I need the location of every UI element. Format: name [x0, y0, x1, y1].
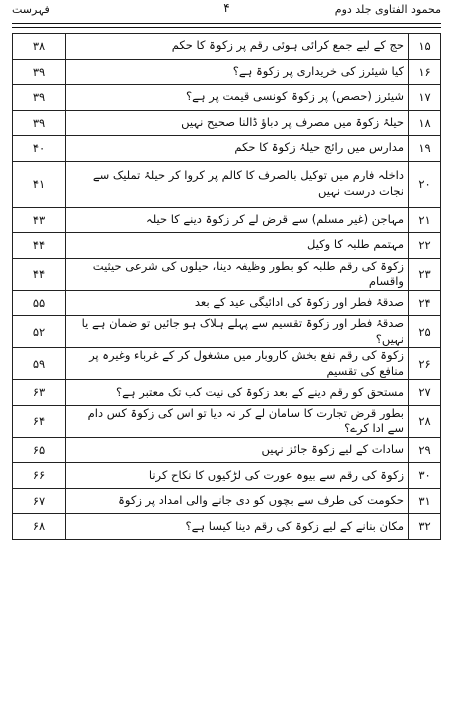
page-ref: ۶۷: [13, 488, 66, 514]
table-row: [13, 233, 441, 259]
table-row: [13, 316, 441, 348]
entry-title: کیا شیئرز کی خریداری پر زکوۃ ہے؟: [66, 59, 409, 85]
page-ref: ۶۸: [13, 514, 66, 540]
page-ref: ۴۰: [13, 136, 66, 162]
page-ref: ۶۳: [13, 380, 66, 406]
entry-number: ۲۵: [409, 316, 441, 348]
entry-number: ۲۰: [409, 161, 441, 207]
page-ref: ۵۲: [13, 316, 66, 348]
page-number: ۴: [223, 1, 230, 15]
entry-number: ۱۶: [409, 59, 441, 85]
entry-number: ۲۴: [409, 290, 441, 316]
table-row: [13, 437, 441, 463]
page-header: [12, 0, 441, 22]
page-ref: ۴۴: [13, 258, 66, 290]
entry-title: حیلۂ زکوۃ میں مصرف پر دباؤ ڈالنا صحیح نہیں: [66, 110, 409, 136]
page-ref: ۵۵: [13, 290, 66, 316]
entry-number: ۱۷: [409, 85, 441, 111]
header-rule-bottom: [12, 27, 441, 28]
entry-number: ۳۲: [409, 514, 441, 540]
entry-title: صدقۂ فطر اور زکوۃ تقسیم سے پہلے ہلاک ہو جائیں تو ضمان ہے یا نہیں؟: [66, 316, 409, 348]
table-row: [13, 207, 441, 233]
page-ref: ۴۱: [13, 161, 66, 207]
page-ref: ۳۸: [13, 34, 66, 60]
entry-title: حکومت کی طرف سے بچوں کو دی جانے والی امداد پر زکوۃ: [66, 488, 409, 514]
table-row: [13, 463, 441, 489]
entry-number: ۲۶: [409, 348, 441, 380]
entry-title: مکان بنانے کے لیے زکوۃ کی رقم دینا کیسا ہے؟: [66, 514, 409, 540]
table-row: [13, 136, 441, 162]
entry-title: مستحق کو رقم دینے کے بعد زکوۃ کی نیت کب تک معتبر ہے؟: [66, 380, 409, 406]
entry-title: صدقۂ فطر اور زکوۃ کی ادائیگی عید کے بعد: [66, 290, 409, 316]
entry-number: ۲۹: [409, 437, 441, 463]
entry-title: بطور قرض تجارت کا سامان لے کر نہ دیا تو اس کی زکوۃ کس دام سے ادا کرے؟: [66, 405, 409, 437]
page-ref: ۵۹: [13, 348, 66, 380]
entry-title: داخلہ فارم میں توکیل بالصرف کا کالم پر کروا کر حیلۂ تملیک سے نجات درست نہیں: [66, 161, 409, 207]
entry-number: ۳۱: [409, 488, 441, 514]
entry-title: مہتمم طلبہ کا وکیل: [66, 233, 409, 259]
header-rule-top: [12, 23, 441, 24]
table-row: [13, 380, 441, 406]
entry-title: شیئرز (حصص) پر زکوۃ کونسی قیمت پر ہے؟: [66, 85, 409, 111]
page-ref: ۳۹: [13, 85, 66, 111]
table-row: [13, 290, 441, 316]
entry-number: ۲۳: [409, 258, 441, 290]
entry-title: زکوۃ کی رقم نفع بخش کاروبار میں مشغول کر کے غرباء وغیرہ پر منافع کی تقسیم: [66, 348, 409, 380]
table-row: [13, 405, 441, 437]
section-label: فہرست: [12, 3, 50, 16]
contents-table: [12, 33, 441, 540]
entry-number: ۲۲: [409, 233, 441, 259]
entry-number: ۲۱: [409, 207, 441, 233]
page-ref: ۳۹: [13, 110, 66, 136]
table-row: [13, 258, 441, 290]
entry-number: ۳۰: [409, 463, 441, 489]
page-ref: ۳۹: [13, 59, 66, 85]
table-row: [13, 34, 441, 60]
page-ref: ۶۶: [13, 463, 66, 489]
table-row: [13, 348, 441, 380]
table-row: [13, 161, 441, 207]
table-row: [13, 85, 441, 111]
entry-number: ۲۸: [409, 405, 441, 437]
page-ref: ۴۳: [13, 207, 66, 233]
entry-title: مدارس میں رائج حیلۂ زکوۃ کا حکم: [66, 136, 409, 162]
entry-number: ۲۷: [409, 380, 441, 406]
page-ref: ۴۴: [13, 233, 66, 259]
page-ref: ۶۵: [13, 437, 66, 463]
entry-title: زکوۃ کی رقم سے بیوہ عورت کی لڑکیوں کا نکاح کرنا: [66, 463, 409, 489]
table-row: [13, 59, 441, 85]
entry-number: ۱۹: [409, 136, 441, 162]
entry-title: حج کے لیے جمع کرائی ہوئی رقم پر زکوۃ کا حکم: [66, 34, 409, 60]
entry-title: مہاجن (غیر مسلم) سے قرض لے کر زکوۃ دینے کا حیلہ: [66, 207, 409, 233]
entry-number: ۱۸: [409, 110, 441, 136]
table-row: [13, 488, 441, 514]
entry-title: زکوۃ کی رقم طلبہ کو بطور وظیفہ دینا، حیلوں کی شرعی حیثیت واقسام: [66, 258, 409, 290]
page-ref: ۶۴: [13, 405, 66, 437]
entry-title: سادات کے لیے زکوۃ جائز نہیں: [66, 437, 409, 463]
entry-number: ۱۵: [409, 34, 441, 60]
book-title: محمود الفتاوی جلد دوم: [334, 3, 441, 16]
table-row: [13, 110, 441, 136]
table-row: [13, 514, 441, 540]
